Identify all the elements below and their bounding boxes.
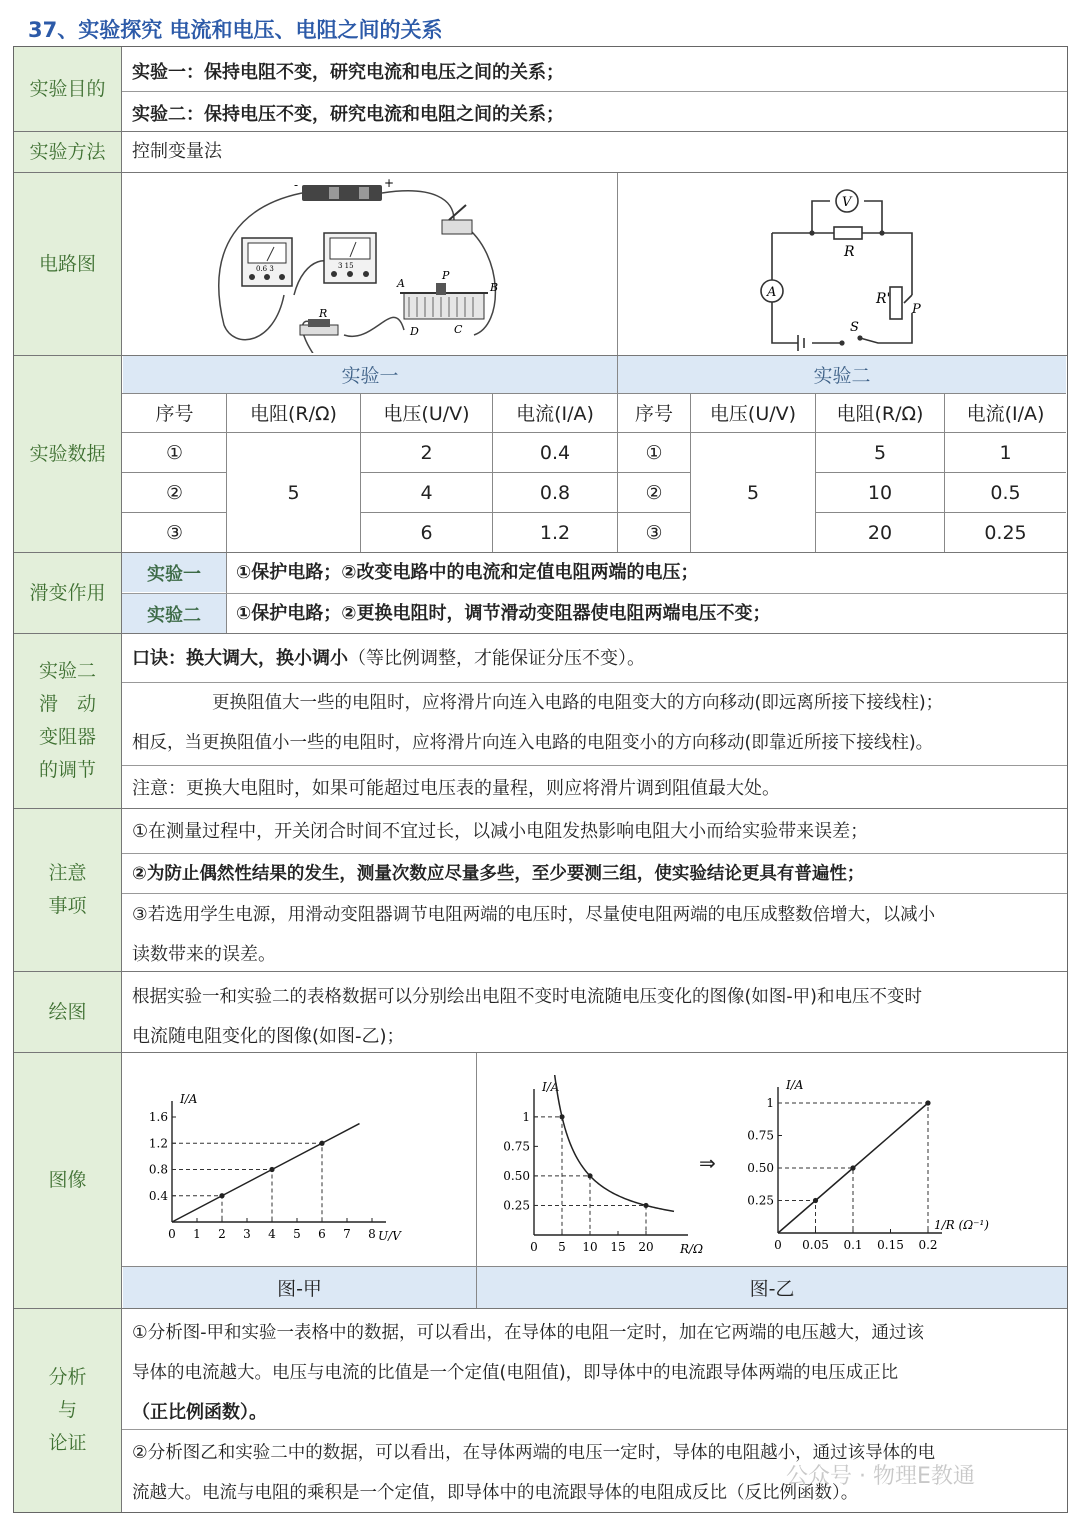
svg-text:B: B <box>490 281 499 294</box>
exp1-index-2: ② <box>165 481 184 504</box>
analysis-line-5: 流越大。电流与电阻的乘积是一个定值，即导体中的电流跟导体的电阻成反比（反比例函数）。 <box>132 1483 859 1503</box>
exp2-index-2: ② <box>645 481 663 504</box>
x-tick-label: 0 <box>774 1238 782 1252</box>
slider-tag-exp1: 实验一 <box>122 553 226 592</box>
exp2-current-2: 0.5 <box>990 481 1021 504</box>
notes-item-3b: 读数带来的误差。 <box>132 944 276 965</box>
caption-yi: 图-乙 <box>477 1267 1067 1308</box>
y-tick-label: 1 <box>522 1109 530 1124</box>
experiment-table <box>13 46 1068 1513</box>
graph-yi-inverse <box>486 1075 706 1255</box>
x-axis-label: R/Ω <box>680 1242 704 1255</box>
y-tick-label: 0.50 <box>747 1161 774 1175</box>
svg-text:S: S <box>850 320 859 335</box>
y-tick-label: 0.8 <box>148 1162 168 1177</box>
svg-text:+: + <box>384 176 395 190</box>
exp2-header-current: 电流(I/A) <box>966 403 1045 425</box>
exp2-title: 实验二 <box>618 356 1066 393</box>
row-label-method: 实验方法 <box>14 132 122 172</box>
row-label-notes <box>14 809 122 971</box>
exp1-title: 实验一 <box>123 356 617 393</box>
exp1-header-index: 序号 <box>155 403 194 425</box>
y-axis-label: I/A <box>180 1092 198 1106</box>
caption-jia: 图-甲 <box>123 1267 476 1308</box>
svg-text:C: C <box>454 323 463 336</box>
y-tick-label: 0.50 <box>503 1168 530 1183</box>
analysis-label-1: 分析 <box>48 1366 87 1388</box>
exp1-index-3: ③ <box>165 521 184 544</box>
exp1-resistance: 5 <box>287 481 300 504</box>
svg-text:R: R <box>319 307 328 320</box>
row-label-analysis <box>14 1309 122 1512</box>
graph-yi-linear <box>722 1063 992 1255</box>
notes-item-1: ①在测量过程中，开关闭合时间不宜过长，以减小电阻发热影响电阻大小而给实验带来误差； <box>132 821 869 842</box>
row-label-circuit: 电路图 <box>14 173 122 355</box>
row-label-slider: 滑变作用 <box>14 553 122 633</box>
mnemonic-rest: （等比例调整，才能保证分压不变）。 <box>348 648 645 669</box>
watermark: 公众号 · 物理E教通 <box>786 1464 975 1489</box>
y-tick-label: 0.4 <box>148 1188 168 1203</box>
adjust-para-1: 更换阻值大一些的电阻时，应将滑片向连入电路的电阻变大的方向移动(即远离所接下接线柱)； <box>212 693 944 713</box>
method-text: 控制变量法 <box>132 141 222 162</box>
x-axis-label: 1/R (Ω⁻¹) <box>934 1218 989 1232</box>
x-tick-label: 0.2 <box>918 1238 938 1252</box>
analysis-line-2: 导体的电流越大。电压与电流的比值是一个定值(电阻值)，即导体中的电流跟导体两端的电压成正比 <box>132 1363 899 1383</box>
exp2-index-1: ① <box>645 441 663 464</box>
y-tick-label: 0.75 <box>747 1128 774 1143</box>
x-tick-label: 15 <box>610 1240 626 1254</box>
analysis-line-3: （正比例函数）。 <box>132 1402 267 1423</box>
x-tick-label: 4 <box>268 1227 276 1241</box>
adjust-label-2: 滑 动 <box>38 693 96 715</box>
ammeter-symbol: A <box>767 285 777 300</box>
svg-text:P: P <box>912 302 921 317</box>
plot-line-2: 电流随电阻变化的图像(如图-乙)； <box>132 1026 405 1047</box>
arrow-implies: ⇒ <box>699 1151 716 1175</box>
exp2-index-3: ③ <box>645 521 663 544</box>
exp2-resistance-2: 10 <box>867 481 893 504</box>
notes-item-2: ②为防止偶然性结果的发生，测量次数应尽量多些，至少要测三组，使实验结论更具有普遍性； <box>132 864 865 884</box>
exp2-current-1: 1 <box>999 441 1012 464</box>
svg-text:D: D <box>410 325 419 338</box>
x-tick-label: 10 <box>582 1240 598 1254</box>
svg-text:3 15: 3 15 <box>338 262 354 270</box>
analysis-label-2: 与 <box>57 1399 77 1421</box>
adjust-label-3: 变阻器 <box>38 726 96 748</box>
exp1-current-1: 0.4 <box>539 441 571 464</box>
plot-line-1: 根据实验一和实验二的表格数据可以分别绘出电阻不变时电流随电压变化的图像(如图-甲)和电压不变时 <box>132 987 922 1007</box>
x-tick-label: 8 <box>368 1227 376 1241</box>
exp1-current-2: 0.8 <box>539 481 571 504</box>
exp1-voltage-2: 4 <box>420 481 433 504</box>
exp1-header-resistance: 电阻(R/Ω) <box>250 403 337 425</box>
slider-text-exp2: ①保护电路；②更换电阻时，调节滑动变阻器使电阻两端电压不变； <box>236 603 771 624</box>
adjust-label-1: 实验二 <box>38 660 96 682</box>
adjust-label-4: 的调节 <box>38 759 96 781</box>
circuit-schematic <box>752 183 932 351</box>
exp1-header-voltage: 电压(U/V) <box>383 403 470 425</box>
exp2-current-3: 0.25 <box>984 521 1027 544</box>
mnemonic <box>132 639 645 679</box>
exp1-voltage-1: 2 <box>420 441 433 464</box>
y-tick-label: 1.2 <box>148 1136 168 1151</box>
x-tick-label: 5 <box>293 1227 301 1241</box>
exp2-header-index: 序号 <box>634 403 673 425</box>
svg-text:R': R' <box>876 291 891 307</box>
x-tick-label: 6 <box>318 1227 326 1241</box>
x-tick-label: 20 <box>638 1240 654 1254</box>
voltmeter-symbol: V <box>842 195 852 210</box>
svg-text:-: - <box>294 178 299 192</box>
exp2-voltage: 5 <box>746 481 760 504</box>
y-tick-label: 0.75 <box>503 1139 530 1154</box>
mnemonic-bold: 口诀：换大调大，换小调小 <box>132 648 348 669</box>
notes-label-2: 事项 <box>48 895 87 917</box>
x-tick-label: 1 <box>193 1227 201 1241</box>
y-tick-label: 0.25 <box>503 1198 530 1213</box>
x-axis-label: U/V <box>378 1229 401 1243</box>
exp1-voltage-3: 6 <box>420 521 433 544</box>
purpose-line-2: 实验二：保持电压不变，研究电流和电阻之间的关系； <box>132 104 564 125</box>
svg-text:0.6 3: 0.6 3 <box>256 265 274 273</box>
adjust-para-2: 相反，当更换阻值小一些的电阻时，应将滑片向连入电路的电阻变小的方向移动(即靠近所接下接线柱)。 <box>132 733 934 753</box>
exp2-header-resistance: 电阻(R/Ω) <box>836 403 924 425</box>
exp1-current-3: 1.2 <box>539 521 571 544</box>
row-label-purpose: 实验目的 <box>14 47 122 131</box>
notes-label-1: 注意 <box>48 862 87 884</box>
y-tick-label: 1 <box>766 1096 774 1110</box>
series-line <box>172 1124 360 1222</box>
exp2-resistance-1: 5 <box>873 441 887 464</box>
x-tick-label: 2 <box>218 1227 226 1241</box>
svg-text:A: A <box>397 277 405 290</box>
row-label-adjust <box>14 634 122 808</box>
analysis-line-1: ①分析图-甲和实验一表格中的数据，可以看出，在导体的电阻一定时，加在它两端的电压越大，通过该 <box>132 1323 924 1343</box>
analysis-label-3: 论证 <box>48 1432 87 1454</box>
exp1-header-current: 电流(I/A) <box>516 403 594 425</box>
y-axis-label: I/A <box>786 1078 804 1092</box>
graph-jia <box>132 1077 422 1247</box>
row-label-graphs: 图像 <box>14 1053 122 1308</box>
purpose-line-1: 实验一：保持电阻不变，研究电流和电压之间的关系； <box>132 62 564 83</box>
row-label-plot: 绘图 <box>14 972 122 1052</box>
y-tick-label: 1.6 <box>148 1110 168 1124</box>
adjust-note: 注意：更换大电阻时，如果可能超过电压表的量程，则应将滑片调到阻值最大处。 <box>132 778 780 799</box>
analysis-line-4: ②分析图乙和实验二中的数据，可以看出，在导体两端的电压一定时，导体的电阻越小，通过该导体的电 <box>132 1443 936 1463</box>
x-tick-label: 0 <box>168 1227 176 1241</box>
page-title: 37、实验探究 电流和电压、电阻之间的关系 <box>28 18 443 42</box>
svg-text:R: R <box>844 244 855 260</box>
exp2-header-voltage: 电压(U/V) <box>709 403 797 425</box>
exp2-resistance-3: 20 <box>867 521 893 544</box>
x-tick-label: 7 <box>343 1227 351 1241</box>
slider-tag-exp2: 实验二 <box>122 594 226 633</box>
y-tick-label: 0.25 <box>747 1193 774 1208</box>
x-tick-label: 3 <box>243 1227 251 1241</box>
physical-circuit-illustration <box>204 175 504 353</box>
exp1-index-1: ① <box>165 441 184 464</box>
svg-text:P: P <box>442 269 450 282</box>
notes-item-3a: ③若选用学生电源，用滑动变阻器调节电阻两端的电压时，尽量使电阻两端的电压成整数倍增大，以减小 <box>132 905 936 925</box>
x-tick-label: 0.15 <box>877 1238 904 1252</box>
row-label-data: 实验数据 <box>14 356 122 552</box>
x-tick-label: 5 <box>558 1240 566 1254</box>
x-tick-label: 0.05 <box>802 1238 829 1252</box>
x-tick-label: 0.1 <box>843 1238 863 1252</box>
slider-text-exp1: ①保护电路；②改变电路中的电流和定值电阻两端的电压； <box>236 562 699 583</box>
y-axis-label: I/A <box>542 1080 560 1094</box>
x-tick-label: 0 <box>530 1240 538 1254</box>
series-line <box>554 1075 674 1211</box>
